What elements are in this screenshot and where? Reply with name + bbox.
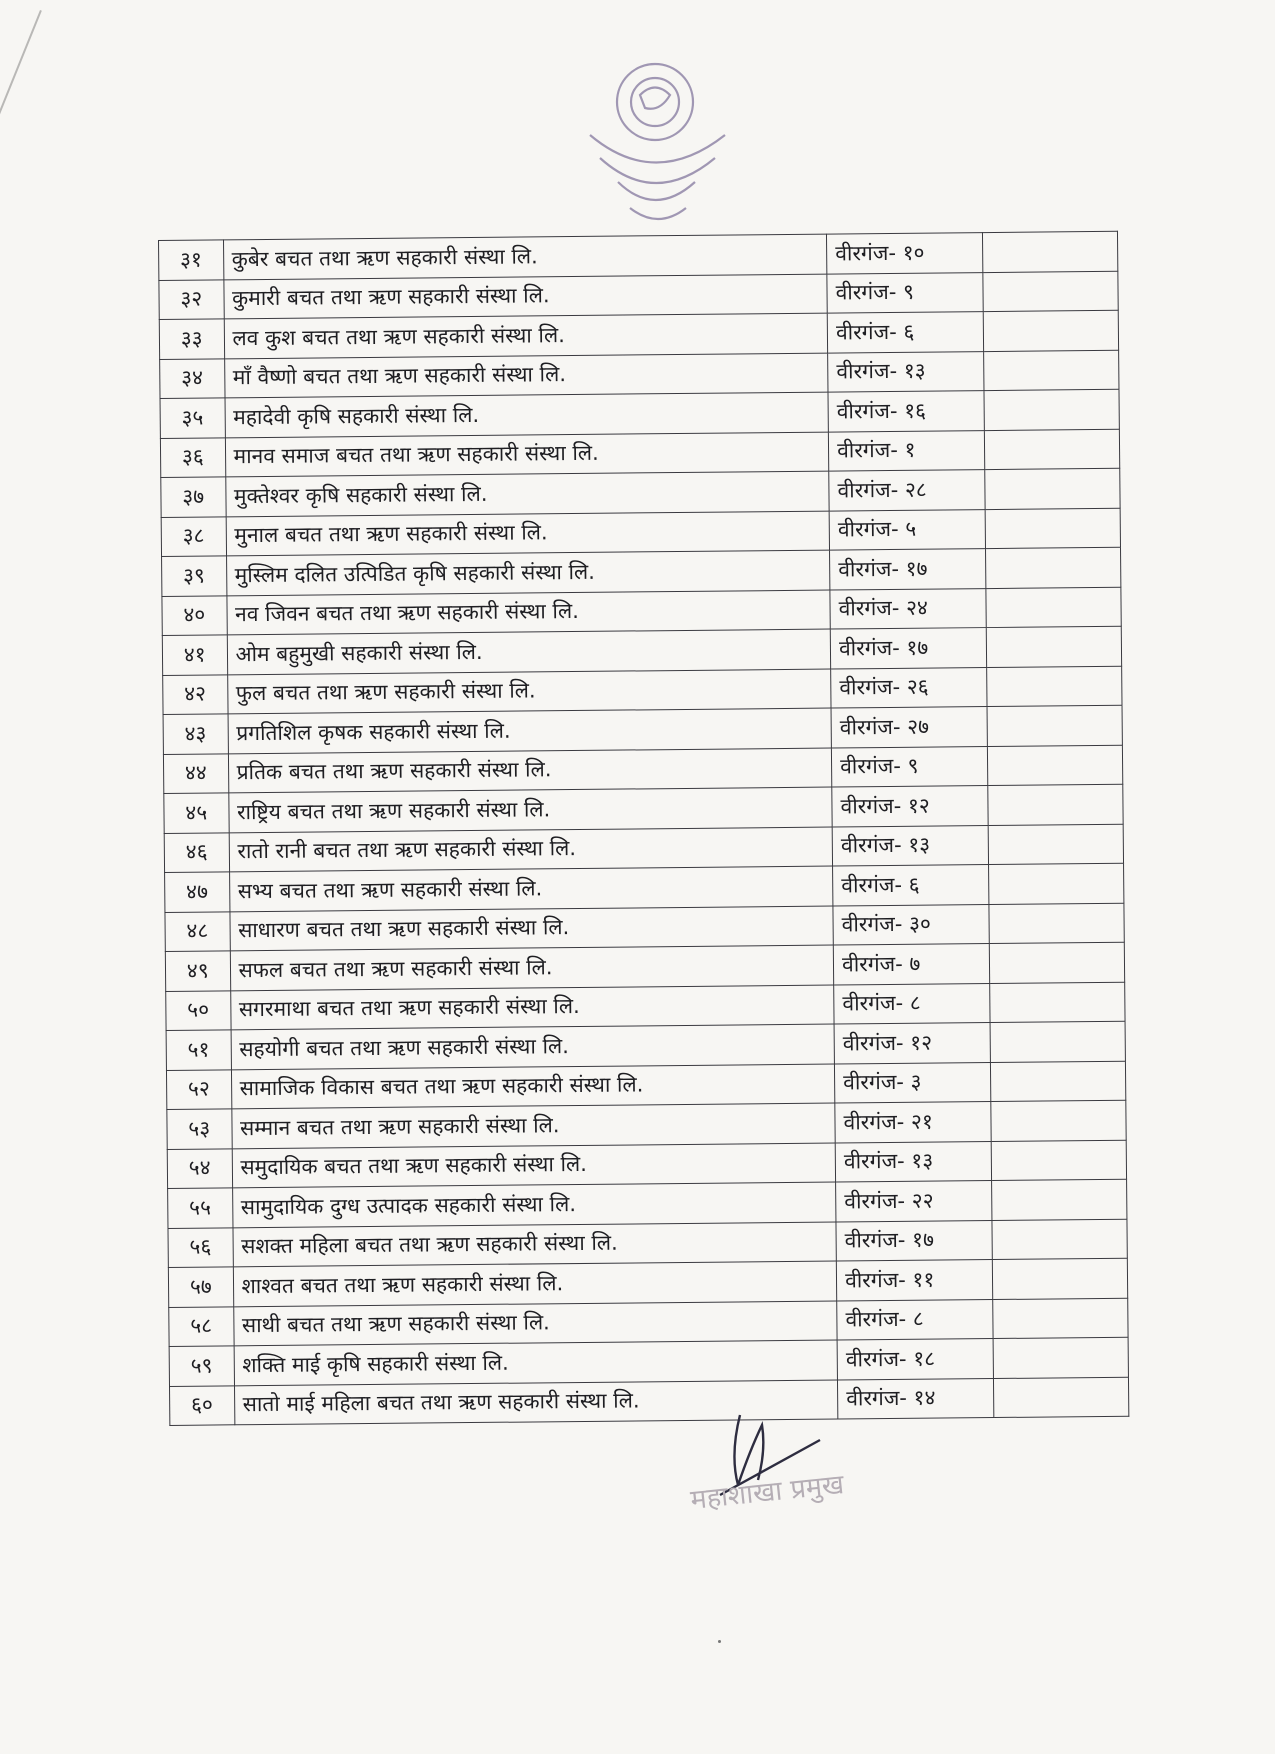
cooperative-name-cell: सम्मान बचत तथा ऋण सहकारी संस्था लि. <box>231 1103 835 1148</box>
remarks-cell <box>991 1061 1126 1102</box>
remarks-cell <box>991 1140 1126 1181</box>
cooperative-name-cell: साथी बचत तथा ऋण सहकारी संस्था लि. <box>233 1301 837 1346</box>
serial-number-cell: ४७ <box>165 872 230 912</box>
remarks-cell <box>992 1179 1127 1220</box>
ward-cell: वीरगंज- १ <box>828 430 984 471</box>
serial-number-cell: ३२ <box>159 279 224 319</box>
cooperative-name-cell: राष्ट्रिय बचत तथा ऋण सहकारी संस्था लि. <box>228 787 832 832</box>
ward-cell: वीरगंज- १७ <box>830 549 986 590</box>
serial-number-cell: ३६ <box>160 437 225 477</box>
cooperative-name-cell: प्रतिक बचत तथा ऋण सहकारी संस्था लि. <box>228 748 832 793</box>
serial-number-cell: ५४ <box>167 1148 232 1188</box>
remarks-cell <box>983 310 1118 351</box>
remarks-cell <box>984 350 1119 391</box>
ward-cell: वीरगंज- १८ <box>837 1339 993 1380</box>
ward-cell: वीरगंज- २४ <box>830 588 986 629</box>
ward-cell: वीरगंज- ९ <box>832 746 988 787</box>
remarks-cell <box>986 587 1121 628</box>
cooperative-name-cell: मानव समाज बचत तथा ऋण सहकारी संस्था लि. <box>225 432 829 477</box>
cooperative-name-cell: सफल बचत तथा ऋण सहकारी संस्था लि. <box>230 945 834 990</box>
office-seal-stamp <box>560 40 750 240</box>
ward-cell: वीरगंज- ८ <box>837 1299 993 1340</box>
remarks-cell <box>987 666 1122 707</box>
ward-cell: वीरगंज- ५ <box>829 509 985 550</box>
ward-cell: वीरगंज- ३० <box>833 904 989 945</box>
cooperative-name-cell: सभ्य बचत तथा ऋण सहकारी संस्था लि. <box>229 866 833 911</box>
remarks-cell <box>984 389 1119 430</box>
remarks-cell <box>991 1100 1126 1141</box>
cooperative-name-cell: कुमारी बचत तथा ऋण सहकारी संस्था लि. <box>223 274 827 319</box>
table-row <box>170 1377 1129 1426</box>
ward-cell: वीरगंज- २२ <box>836 1181 992 1222</box>
remarks-cell <box>983 231 1118 272</box>
signatory-title: महाशाखा प्रमुख <box>689 1469 846 1516</box>
cooperative-name-cell: महादेवी कृषि सहकारी संस्था लि. <box>225 392 829 437</box>
ward-cell: वीरगंज- ६ <box>833 865 989 906</box>
remarks-cell <box>983 271 1118 312</box>
remarks-cell <box>988 745 1123 786</box>
ward-cell: वीरगंज- १७ <box>830 628 986 669</box>
cooperative-name-cell: सामाजिक विकास बचत तथा ऋण सहकारी संस्था लि. <box>231 1064 835 1109</box>
ward-cell: वीरगंज- ३ <box>835 1062 991 1103</box>
remarks-cell <box>985 429 1120 470</box>
paper-fold-line <box>0 10 42 261</box>
ward-cell: वीरगंज- ६ <box>827 312 983 353</box>
serial-number-cell: ५६ <box>168 1227 233 1267</box>
remarks-cell <box>993 1337 1128 1378</box>
serial-number-cell: ३५ <box>160 398 225 438</box>
remarks-cell <box>989 863 1124 904</box>
ward-cell: वीरगंज- १३ <box>828 351 984 392</box>
serial-number-cell: ५५ <box>168 1188 233 1228</box>
ward-cell: वीरगंज- ८ <box>834 983 990 1024</box>
cooperative-name-cell: सशक्त महिला बचत तथा ऋण सहकारी संस्था लि. <box>232 1222 836 1267</box>
remarks-cell <box>992 1219 1127 1260</box>
serial-number-cell: ४६ <box>164 832 229 872</box>
serial-number-cell: ४९ <box>165 951 230 991</box>
paper-speck <box>718 1640 721 1643</box>
ward-cell: वीरगंज- २६ <box>831 667 987 708</box>
ward-cell: वीरगंज- १० <box>827 233 983 274</box>
ward-cell: वीरगंज- १२ <box>832 786 988 827</box>
remarks-cell <box>988 784 1123 825</box>
cooperative-name-cell: लव कुश बचत तथा ऋण सहकारी संस्था लि. <box>224 313 828 358</box>
cooperative-name-cell: शाश्वत बचत तथा ऋण सहकारी संस्था लि. <box>233 1261 837 1306</box>
ward-cell: वीरगंज- २८ <box>829 470 985 511</box>
remarks-cell <box>985 468 1120 509</box>
ward-cell: वीरगंज- ७ <box>833 944 989 985</box>
ward-cell: वीरगंज- १४ <box>838 1378 994 1419</box>
serial-number-cell: ३९ <box>162 556 227 596</box>
ward-cell: वीरगंज- ९ <box>827 272 983 313</box>
serial-number-cell: ४४ <box>163 753 228 793</box>
cooperative-name-cell: फुल बचत तथा ऋण सहकारी संस्था लि. <box>227 669 831 714</box>
remarks-cell <box>990 982 1125 1023</box>
serial-number-cell: ५८ <box>169 1306 234 1346</box>
serial-number-cell: ५७ <box>168 1267 233 1307</box>
remarks-cell <box>992 1258 1127 1299</box>
serial-number-cell: ४८ <box>165 911 230 951</box>
ward-cell: वीरगंज- १३ <box>835 1141 991 1182</box>
remarks-cell <box>985 508 1120 549</box>
remarks-cell <box>986 626 1121 667</box>
serial-number-cell: ४१ <box>162 635 227 675</box>
ward-cell: वीरगंज- १७ <box>836 1220 992 1261</box>
cooperative-name-cell: माँ वैष्णो बचत तथा ऋण सहकारी संस्था लि. <box>224 353 828 398</box>
ward-cell: वीरगंज- १६ <box>828 391 984 432</box>
ward-cell: वीरगंज- १२ <box>834 1023 990 1064</box>
cooperative-name-cell: रातो रानी बचत तथा ऋण सहकारी संस्था लि. <box>229 827 833 872</box>
serial-number-cell: ३१ <box>159 240 224 280</box>
remarks-cell <box>993 1298 1128 1339</box>
serial-number-cell: ३३ <box>159 319 224 359</box>
remarks-cell <box>989 942 1124 983</box>
cooperative-name-cell: मुनाल बचत तथा ऋण सहकारी संस्था लि. <box>226 511 830 556</box>
serial-number-cell: ५३ <box>167 1109 232 1149</box>
cooperative-name-cell: समुदायिक बचत तथा ऋण सहकारी संस्था लि. <box>232 1143 836 1188</box>
ward-cell: वीरगंज- २१ <box>835 1102 991 1143</box>
ward-cell: वीरगंज- १३ <box>832 825 988 866</box>
cooperative-name-cell: प्रगतिशिल कृषक सहकारी संस्था लि. <box>228 708 832 753</box>
cooperative-name-cell: कुबेर बचत तथा ऋण सहकारी संस्था लि. <box>223 234 827 279</box>
cooperative-list-table <box>158 231 1129 1426</box>
cooperative-name-cell: सगरमाथा बचत तथा ऋण सहकारी संस्था लि. <box>230 985 834 1030</box>
cooperative-name-cell: सातो माई महिला बचत तथा ऋण सहकारी संस्था लि. <box>234 1380 838 1425</box>
remarks-cell <box>987 705 1122 746</box>
cooperative-name-cell: मुस्लिम दलित उत्पिडित कृषि सहकारी संस्था लि. <box>226 550 830 595</box>
remarks-cell <box>986 547 1121 588</box>
cooperative-name-cell: नव जिवन बचत तथा ऋण सहकारी संस्था लि. <box>226 590 830 635</box>
ward-cell: वीरगंज- ११ <box>836 1260 992 1301</box>
remarks-cell <box>989 903 1124 944</box>
serial-number-cell: ५१ <box>166 1030 231 1070</box>
cooperative-name-cell: मुक्तेश्वर कृषि सहकारी संस्था लि. <box>225 471 829 516</box>
serial-number-cell: ४५ <box>164 793 229 833</box>
ward-cell: वीरगंज- २७ <box>831 707 987 748</box>
remarks-cell <box>990 1021 1125 1062</box>
remarks-cell <box>988 824 1123 865</box>
serial-number-cell: ५२ <box>166 1069 231 1109</box>
cooperative-name-cell: सहयोगी बचत तथा ऋण सहकारी संस्था लि. <box>231 1024 835 1069</box>
serial-number-cell: ४३ <box>163 714 228 754</box>
serial-number-cell: ४२ <box>163 674 228 714</box>
serial-number-cell: ६० <box>170 1385 235 1425</box>
serial-number-cell: ५९ <box>169 1346 234 1386</box>
cooperative-name-cell: सामुदायिक दुग्ध उत्पादक सहकारी संस्था लि. <box>232 1182 836 1227</box>
serial-number-cell: ५० <box>166 990 231 1030</box>
cooperative-name-cell: साधारण बचत तथा ऋण सहकारी संस्था लि. <box>229 906 833 951</box>
remarks-cell <box>994 1377 1129 1418</box>
serial-number-cell: ३७ <box>161 477 226 517</box>
serial-number-cell: ४० <box>162 595 227 635</box>
cooperative-name-cell: ओम बहुमुखी सहकारी संस्था लि. <box>227 629 831 674</box>
cooperative-name-cell: शक्ति माई कृषि सहकारी संस्था लि. <box>234 1340 838 1385</box>
serial-number-cell: ३४ <box>160 358 225 398</box>
serial-number-cell: ३८ <box>161 516 226 556</box>
